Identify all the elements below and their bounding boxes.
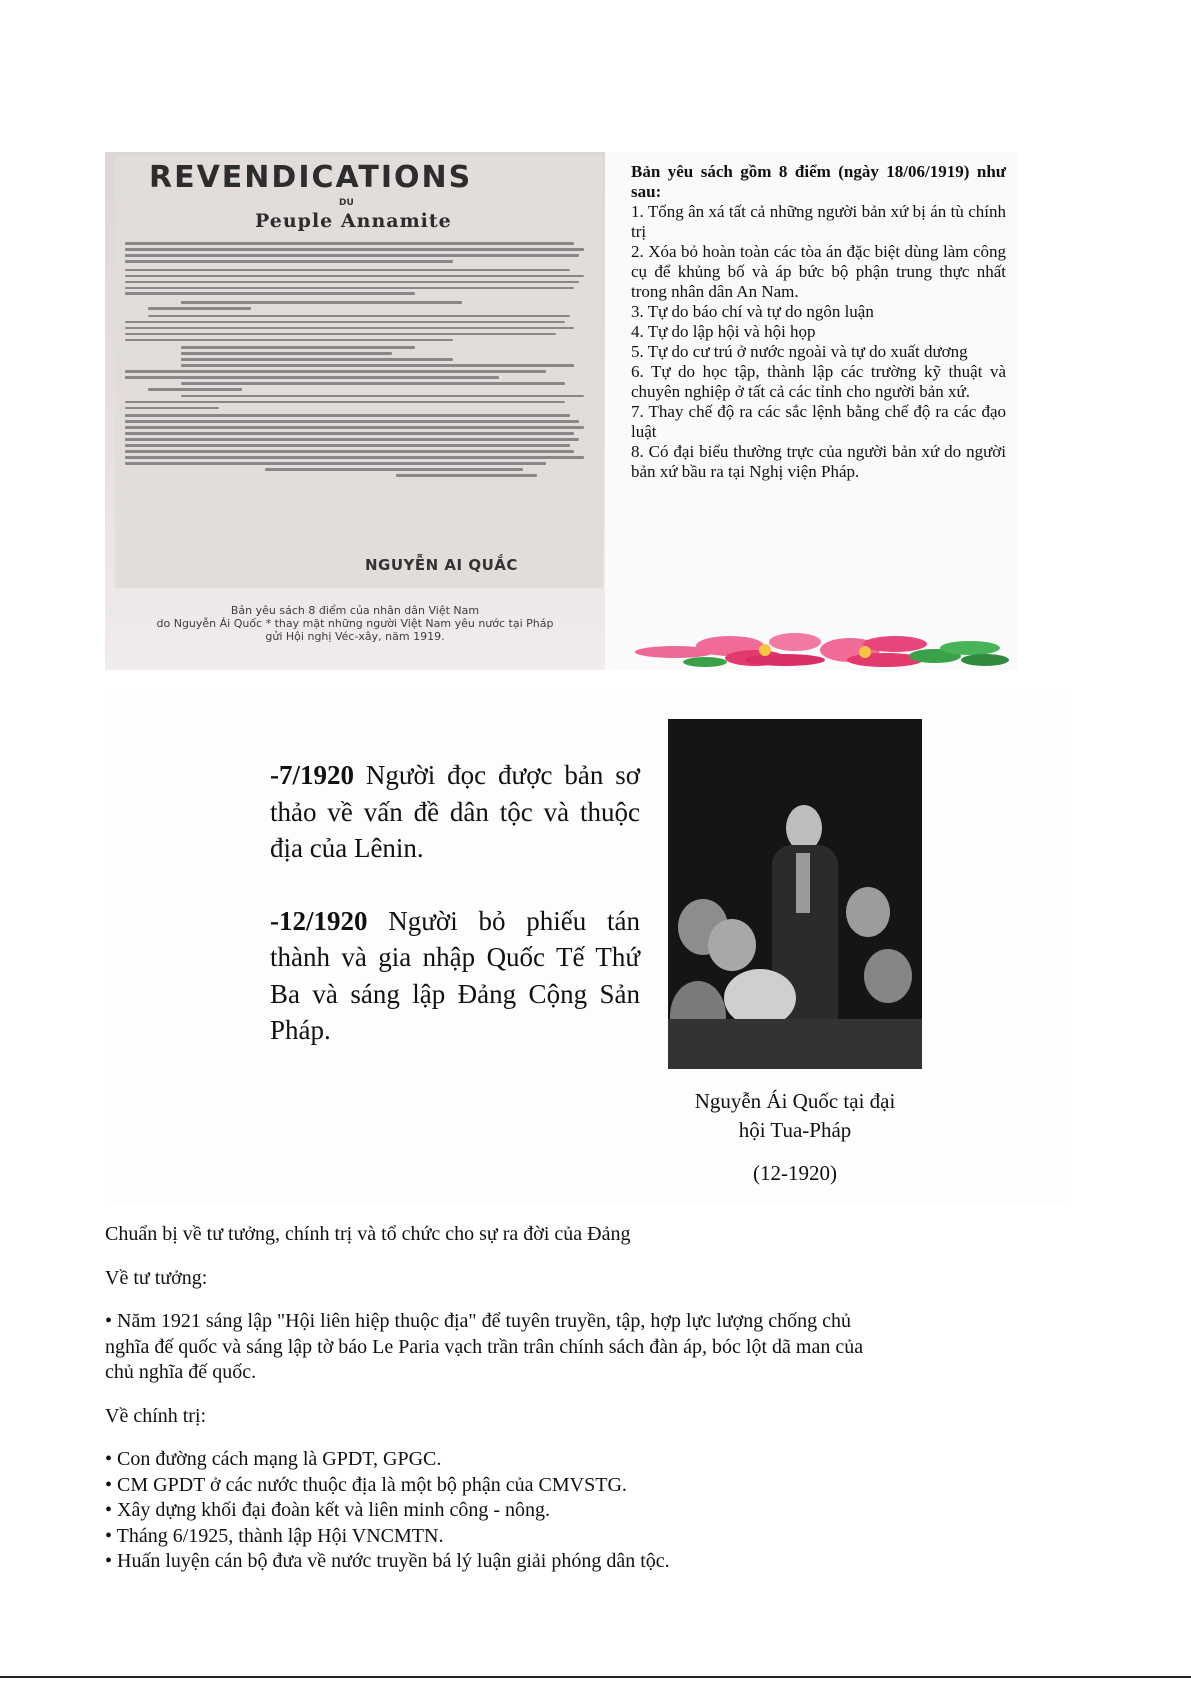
timeline-event: [270, 757, 640, 867]
section-intro: Chuẩn bị về tư tưởng, chính trị và tổ chức cho sự ra đời của Đảng: [105, 1223, 631, 1245]
poster-du: DU: [339, 198, 354, 208]
demand-item: 8. Có đại biểu thường trực của người bản xứ do người bản xứ bầu ra tại Nghị viện Pháp.: [631, 442, 1006, 481]
demand-item: 2. Xóa bỏ hoàn toàn các tòa án đặc biệt dùng làm công cụ để khủng bố và áp bức bộ phận trung thực nhất trong nhân dân An Nam.: [631, 242, 1006, 301]
timeline-desc: Người đọc được bản sơ thảo về vấn đề dân tộc và thuộc địa của Lênin.: [270, 760, 640, 863]
poster-title: REVENDICATIONS: [149, 160, 473, 195]
demands-heading: Bản yêu sách gồm 8 điểm (ngày 18/06/1919) như sau:: [631, 162, 1006, 201]
ideology-bullet: • Năm 1921 sáng lập "Hội liên hiệp thuộc địa" để tuyên truyền, tập, hợp lực lượng chống chủ nghĩa đế quốc và sáng lập tờ báo Le Paria vạch trần trân chính sách đàn áp, bóc lột dã man của chủ nghĩa đế quốc.: [105, 1310, 864, 1383]
demands-slide: [105, 152, 1018, 670]
demand-item: 6. Tự do học tập, thành lập các trường kỹ thuật và chuyên nghiệp ở tất cả các tỉnh cho người bản xứ.: [631, 362, 1006, 401]
politics-heading: Về chính trị:: [105, 1404, 207, 1427]
poster-caption: [125, 604, 585, 643]
politics-bullet: • CM GPDT ở các nước thuộc địa là một bộ phận của CMVSTG.: [105, 1473, 627, 1496]
demand-item: 7. Thay chế độ ra các sắc lệnh bằng chế độ ra các đạo luật: [631, 402, 1006, 441]
document-body: [105, 1222, 965, 1575]
politics-bullet: • Tháng 6/1925, thành lập Hội VNCMTN.: [105, 1524, 444, 1547]
politics-bullet: • Huấn luyện cán bộ đưa về nước truyền bá lý luận giải phóng dân tộc.: [105, 1550, 670, 1572]
revendications-poster-image: [105, 152, 605, 670]
timeline-date: -7/1920: [270, 760, 354, 790]
timeline-event: [270, 903, 640, 1049]
photo-caption-line: hội Tua-Pháp: [738, 1118, 852, 1142]
demand-item: 4. Tự do lập hội và hội họp: [631, 322, 816, 341]
demand-item: 1. Tổng ân xá tất cả những người bản xứ bị án tù chính trị: [631, 202, 1006, 241]
photo-caption: [645, 1087, 945, 1188]
timeline-desc: Người bỏ phiếu tán thành và gia nhập Quốc Tế Thứ Ba và sáng lập Đảng Cộng Sản Pháp.: [270, 905, 640, 1045]
poster-caption-line: gửi Hội nghị Véc-xây, năm 1919.: [265, 630, 445, 643]
poster-body-text: [125, 242, 593, 480]
politics-bullet: • Con đường cách mạng là GPDT, GPGC.: [105, 1448, 442, 1470]
photo-caption-line: Nguyễn Ái Quốc tại đại: [694, 1089, 896, 1113]
poster-subtitle: Peuple Annamite: [255, 210, 452, 232]
photo-caption-date: (12-1920): [753, 1161, 837, 1185]
poster-signature: NGUYỄN AI QUẮC: [365, 556, 518, 574]
timeline-date: -12/1920: [270, 905, 368, 936]
ideology-heading: Về tư tưởng:: [105, 1266, 208, 1289]
timeline-slide: [105, 695, 1070, 1205]
timeline-text: [270, 757, 640, 1085]
tours-congress-photo: [668, 719, 922, 1069]
politics-bullet: • Xây dựng khối đại đoàn kết và liên minh công - nông.: [105, 1499, 550, 1521]
page-bottom-rule: [0, 1676, 1191, 1678]
demand-item: 3. Tự do báo chí và tự do ngôn luận: [631, 302, 874, 321]
poster-caption-line: Bản yêu sách 8 điểm của nhân dân Việt Nam: [230, 604, 480, 617]
demands-list: [631, 162, 1006, 482]
poster-caption-line: do Nguyễn Ái Quốc * thay mặt những người Việt Nam yêu nước tại Pháp: [156, 617, 554, 630]
demand-item: 5. Tự do cư trú ở nước ngoài và tự do xuất dương: [631, 342, 968, 361]
poinsettia-decoration-icon: [635, 630, 1010, 670]
